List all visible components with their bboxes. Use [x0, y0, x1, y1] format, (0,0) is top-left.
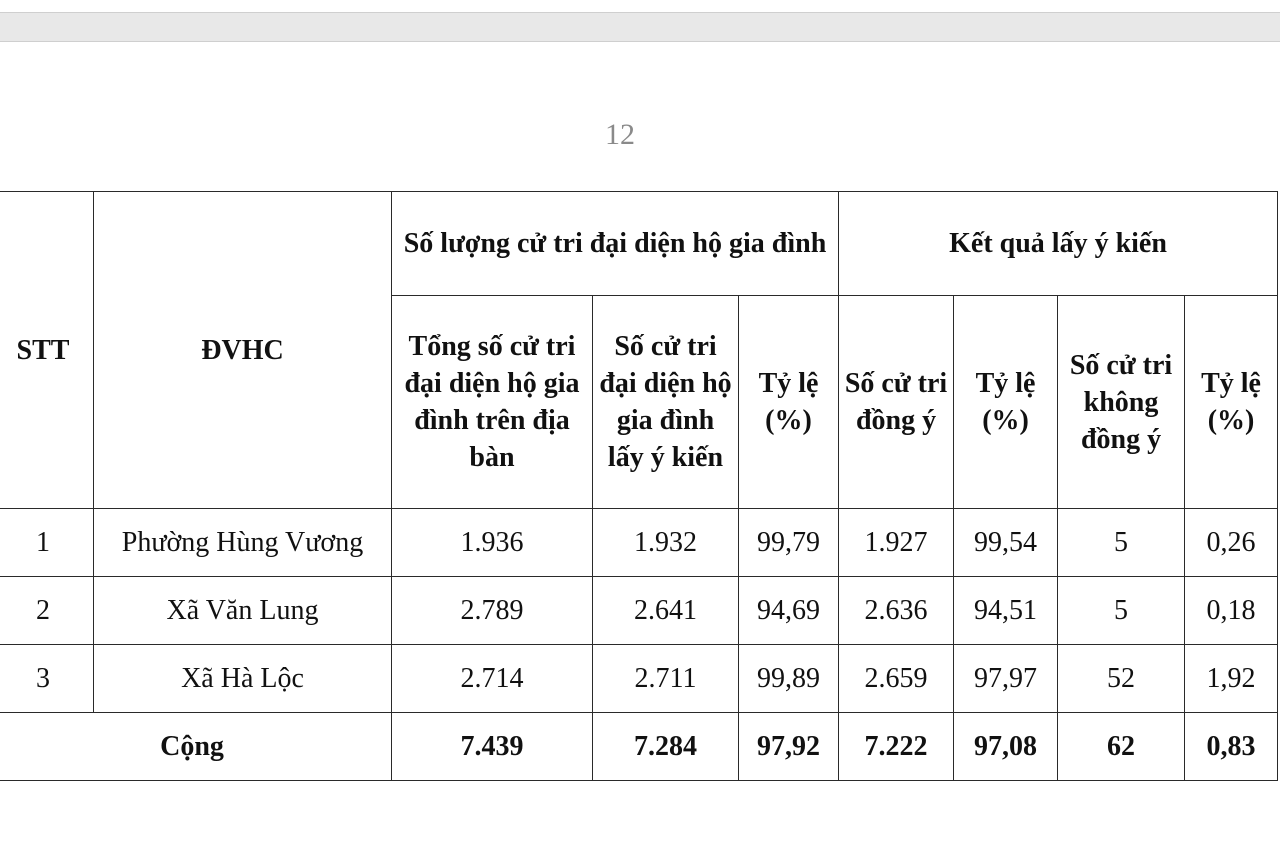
cell-rate-agree: 94,51	[954, 577, 1058, 645]
total-total: 7.439	[392, 713, 593, 781]
page-number: 12	[605, 118, 635, 151]
header-rate-agree: Tỷ lệ (%)	[954, 296, 1058, 509]
cell-unit: Xã Hà Lộc	[94, 645, 392, 713]
header-total-voters: Tổng số cử tri đại diện hộ gia đình trên địa bàn	[392, 296, 593, 509]
cell-polled: 2.641	[593, 577, 739, 645]
header-rate-polled: Tỷ lệ (%)	[739, 296, 839, 509]
cell-stt: 2	[0, 577, 94, 645]
table-row	[0, 577, 1278, 645]
header-stt: STT	[0, 192, 94, 509]
cell-unit: Phường Hùng Vương	[94, 509, 392, 577]
cell-stt: 1	[0, 509, 94, 577]
cell-stt: 3	[0, 645, 94, 713]
cell-disagree: 5	[1058, 509, 1185, 577]
header-disagree: Số cử tri không đồng ý	[1058, 296, 1185, 509]
voting-results-table	[0, 191, 1278, 781]
table-row	[0, 645, 1278, 713]
header-dvhc: ĐVHC	[94, 192, 392, 509]
total-label: Cộng	[0, 713, 392, 781]
total-row	[0, 713, 1278, 781]
cell-polled: 2.711	[593, 645, 739, 713]
viewer-top-bar	[0, 12, 1280, 42]
total-rate-agree: 97,08	[954, 713, 1058, 781]
header-polled-voters: Số cử tri đại diện hộ gia đình lấy ý kiến	[593, 296, 739, 509]
cell-rate-agree: 97,97	[954, 645, 1058, 713]
cell-agree: 2.659	[839, 645, 954, 713]
cell-rate-agree: 99,54	[954, 509, 1058, 577]
cell-rate-polled: 99,79	[739, 509, 839, 577]
header-agree: Số cử tri đồng ý	[839, 296, 954, 509]
total-disagree: 62	[1058, 713, 1185, 781]
cell-rate-polled: 99,89	[739, 645, 839, 713]
cell-polled: 1.932	[593, 509, 739, 577]
cell-agree: 2.636	[839, 577, 954, 645]
total-agree: 7.222	[839, 713, 954, 781]
cell-disagree: 52	[1058, 645, 1185, 713]
total-rate-disagree: 0,83	[1185, 713, 1278, 781]
header-group-voters: Số lượng cử tri đại diện hộ gia đình	[392, 192, 839, 296]
cell-agree: 1.927	[839, 509, 954, 577]
cell-rate-disagree: 0,18	[1185, 577, 1278, 645]
cell-rate-polled: 94,69	[739, 577, 839, 645]
cell-rate-disagree: 1,92	[1185, 645, 1278, 713]
total-rate-polled: 97,92	[739, 713, 839, 781]
cell-unit: Xã Văn Lung	[94, 577, 392, 645]
header-group-results: Kết quả lấy ý kiến	[839, 192, 1278, 296]
table-row	[0, 509, 1278, 577]
cell-total: 2.714	[392, 645, 593, 713]
header-rate-disagree: Tỷ lệ (%)	[1185, 296, 1278, 509]
cell-total: 2.789	[392, 577, 593, 645]
total-polled: 7.284	[593, 713, 739, 781]
cell-disagree: 5	[1058, 577, 1185, 645]
cell-total: 1.936	[392, 509, 593, 577]
cell-rate-disagree: 0,26	[1185, 509, 1278, 577]
